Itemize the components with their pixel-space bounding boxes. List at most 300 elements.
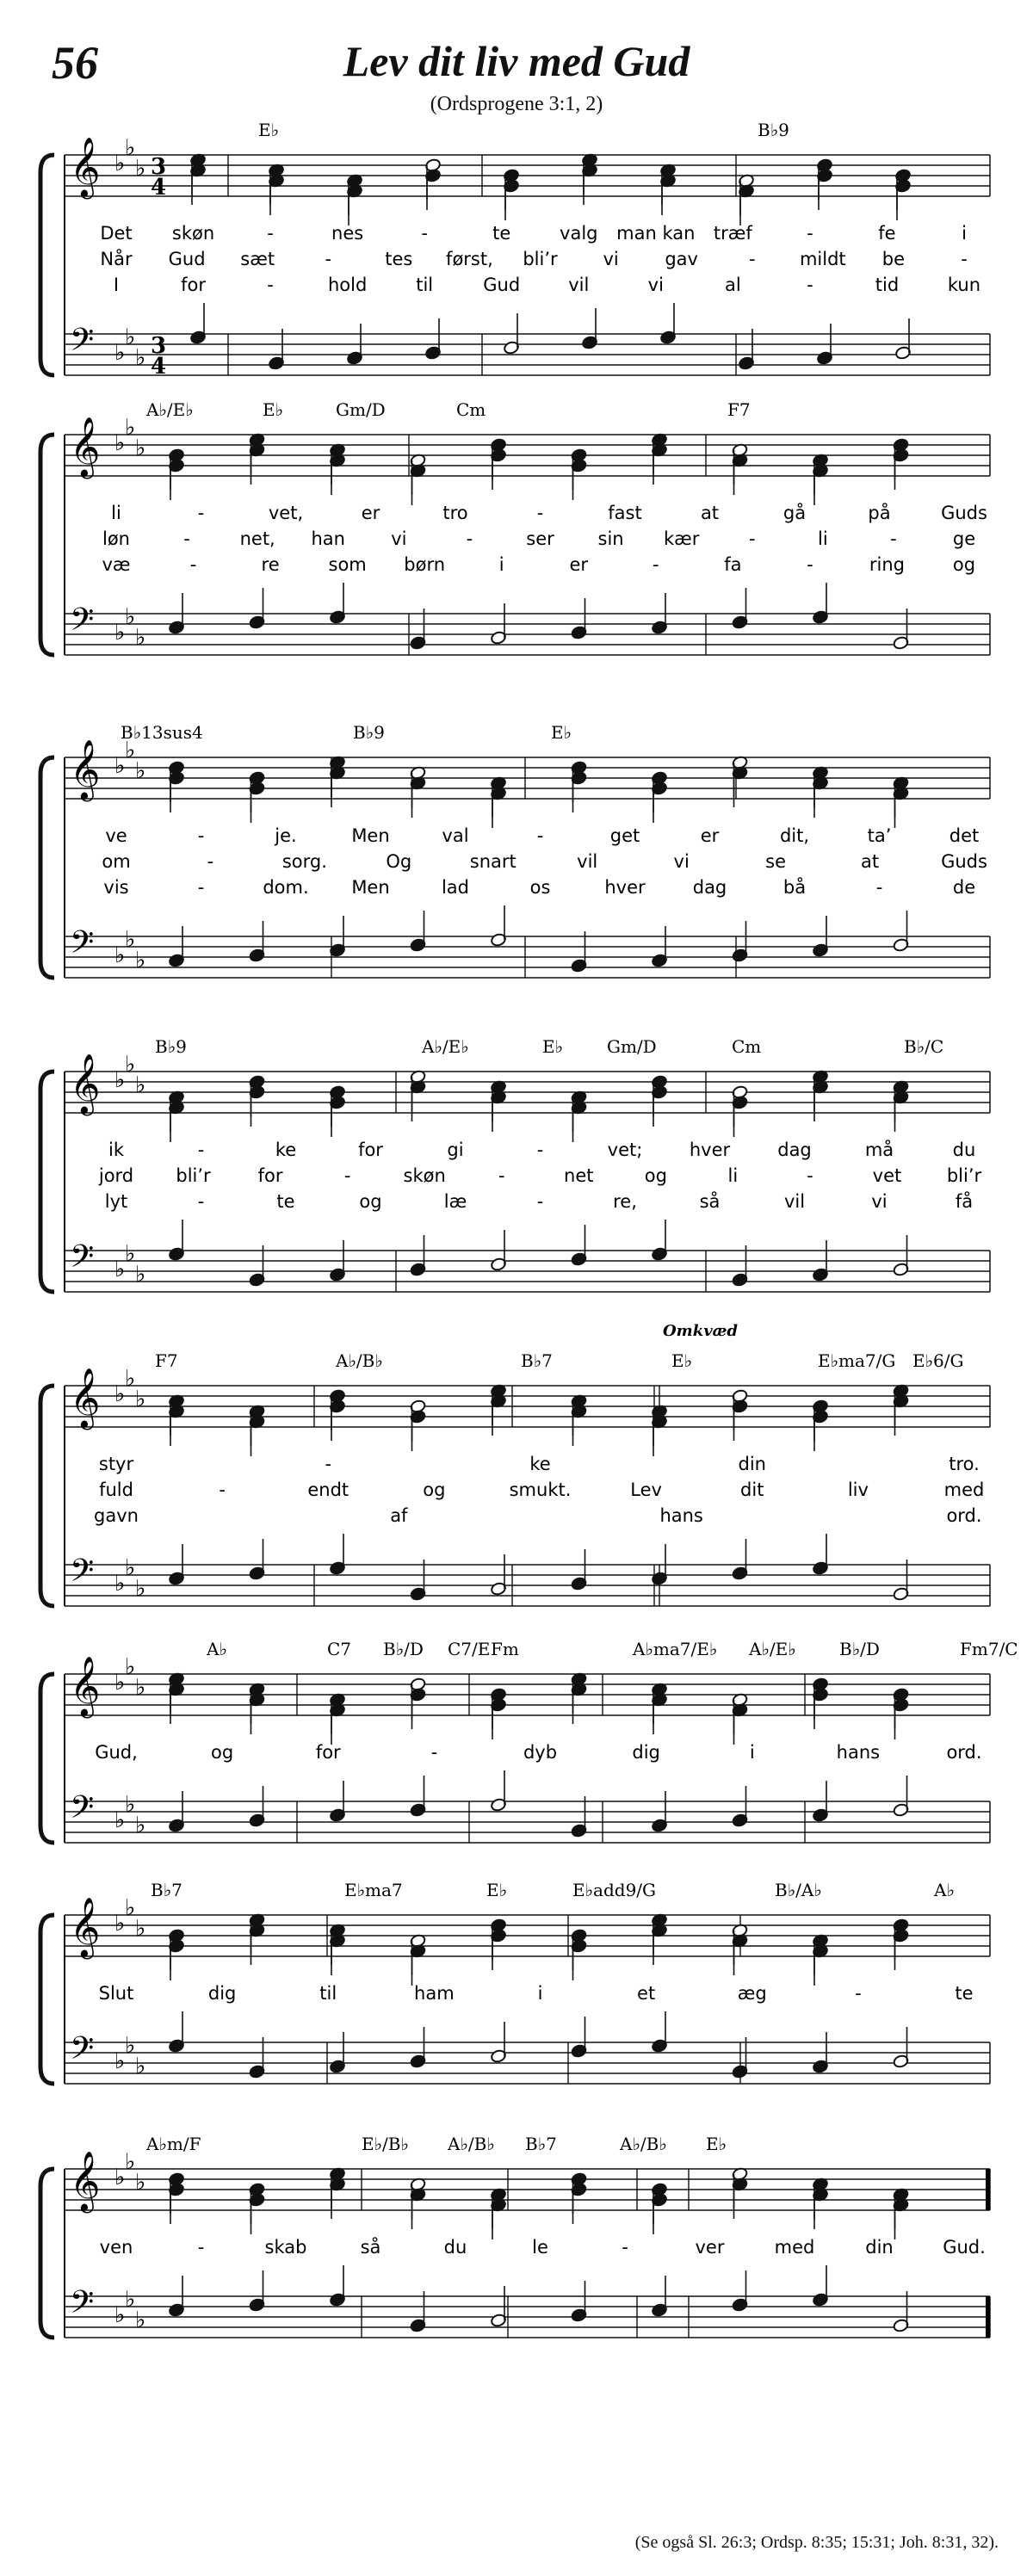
flat-icon: ♭: [135, 948, 146, 973]
music-system: [40, 1322, 990, 1606]
lyric-syllable: -: [466, 528, 473, 549]
lyric-syllable: vi: [391, 528, 407, 549]
flat-icon: ♭: [125, 2033, 136, 2059]
lyric-syllable: Gud: [168, 249, 206, 269]
flat-icon: ♭: [125, 415, 136, 441]
lyric-syllable: Gud.: [943, 2237, 986, 2258]
treble-clef-icon: 𝄞: [70, 1368, 101, 1428]
lyric-syllable: al: [725, 275, 741, 295]
system-bracket: [40, 1386, 54, 1606]
lyric-syllable: du: [952, 1140, 976, 1160]
lyric-syllable: kær: [663, 528, 700, 549]
lyric-syllable: ven: [99, 2237, 133, 2258]
flat-icon: ♭: [114, 2048, 126, 2074]
lyric-syllable: ke: [529, 1454, 551, 1474]
music-system: [40, 1880, 990, 2084]
lyric-syllable: Når: [100, 249, 133, 269]
flat-icon: ♭: [125, 1792, 136, 1818]
lyric-syllable: -: [855, 1983, 862, 2004]
footer-references: (Se også Sl. 26:3; Ordsp. 8:35; 15:31; Joh. 8:31, 32).: [634, 2533, 999, 2552]
lyric-syllable: hans: [659, 1505, 703, 1526]
flat-icon: ♭: [114, 1911, 126, 1937]
flat-icon: ♭: [114, 151, 126, 176]
bass-clef-icon: 𝄢: [70, 2030, 95, 2074]
music-system: [40, 722, 990, 978]
lyric-syllable: -: [183, 528, 190, 549]
lyric-syllable: tro.: [949, 1454, 980, 1474]
lyric-syllable: til: [416, 275, 434, 295]
lyric-syllable: det: [949, 825, 980, 846]
lyric-syllable: os: [529, 877, 551, 898]
treble-clef-icon: 𝄞: [70, 1897, 101, 1957]
lyric-syllable: for: [181, 275, 206, 295]
lyric-syllable: og: [423, 1480, 446, 1500]
lyric-syllable: og: [952, 554, 976, 575]
lyric-syllable: vi: [673, 851, 690, 872]
lyric-syllable: i: [537, 1983, 543, 2004]
lyric-syllable: dig: [207, 1983, 237, 2004]
flat-icon: ♭: [135, 2054, 146, 2079]
flat-icon: ♭: [125, 1555, 136, 1581]
lyric-syllable: om: [102, 851, 131, 872]
lyric-syllable: ser: [526, 528, 554, 549]
chord-symbol: Fm7/C: [960, 1639, 1018, 1659]
lyric-syllable: get: [609, 825, 640, 846]
flat-icon: ♭: [135, 436, 146, 461]
lyric-syllable: -: [536, 1191, 544, 1212]
flat-icon: ♭: [125, 2149, 136, 2175]
lyric-syllable: Guds: [941, 503, 987, 523]
hymn-reference: (Ordsprogene 3:1, 2): [430, 93, 603, 115]
final-bar-line: [986, 2169, 990, 2210]
lyric-syllable: be: [881, 249, 906, 269]
lyric-syllable: for: [315, 1742, 341, 1763]
system-bracket: [40, 2169, 54, 2338]
lyric-syllable: ord.: [946, 1505, 982, 1526]
lyric-syllable: Men: [351, 825, 390, 846]
lyric-syllable: -: [197, 877, 205, 898]
chord-symbol: E♭: [671, 1350, 693, 1371]
lyric-syllable: vil: [783, 1191, 806, 1212]
lyric-syllable: væ: [102, 554, 131, 575]
flat-icon: ♭: [135, 625, 146, 651]
lyric-syllable: je.: [275, 825, 297, 846]
lyric-syllable: man kan: [616, 223, 696, 244]
flat-icon: ♭: [114, 340, 126, 366]
lyric-syllable: jord: [98, 1165, 134, 1186]
flat-icon: ♭: [135, 1916, 146, 1942]
chord-symbol: E♭: [263, 399, 284, 420]
lyric-syllable: få: [955, 1191, 974, 1212]
flat-icon: ♭: [114, 1670, 126, 1696]
lyric-syllable: fast: [608, 503, 642, 523]
lyric-syllable: li: [817, 528, 828, 549]
lyric-syllable: sorg.: [281, 851, 327, 872]
lyric-syllable: -: [748, 249, 756, 269]
hymn-number: 56: [52, 37, 98, 89]
chord-symbol: Cm: [732, 1036, 762, 1057]
flat-icon: ♭: [125, 135, 136, 161]
lyric-syllable: te: [492, 223, 511, 244]
chord-symbol: B♭/D: [383, 1639, 424, 1659]
bass-clef-icon: 𝄢: [70, 2284, 95, 2328]
lyric-syllable: først,: [446, 249, 493, 269]
bass-clef-icon: 𝄢: [70, 924, 95, 968]
lyric-syllable: ke: [275, 1140, 297, 1160]
system-bracket: [40, 155, 54, 375]
music-system: [40, 399, 990, 655]
chord-symbol: B♭9: [353, 722, 385, 743]
flat-icon: ♭: [114, 1571, 126, 1597]
chord-symbol: B♭13sus4: [121, 722, 203, 743]
chord-symbol: A♭/B♭: [448, 2134, 495, 2154]
lyric-syllable: Men: [351, 877, 390, 898]
lyric-syllable: kun: [947, 275, 981, 295]
system-bracket: [40, 1674, 54, 1843]
lyric-syllable: li: [727, 1165, 739, 1186]
flat-icon: ♭: [135, 1576, 146, 1602]
chord-symbol: E♭: [258, 120, 280, 140]
bass-clef-icon: 𝄢: [70, 322, 95, 366]
lyric-syllable: -: [343, 1165, 351, 1186]
flat-icon: ♭: [135, 1262, 146, 1288]
treble-clef-icon: 𝄞: [70, 1053, 101, 1114]
section-label: Omkvæd: [663, 1322, 739, 1340]
lyric-syllable: skøn: [403, 1165, 446, 1186]
lyric-syllable: styr: [98, 1454, 134, 1474]
lyric-syllable: hold: [327, 275, 368, 295]
lyric-syllable: hver: [604, 877, 646, 898]
lyric-syllable: -: [807, 275, 813, 295]
lyric-syllable: li: [111, 503, 121, 523]
lyric-syllable: til: [319, 1983, 337, 2004]
lyric-syllable: -: [430, 1742, 438, 1763]
lyric-syllable: bli’r: [176, 1165, 211, 1186]
flat-icon: ♭: [114, 2165, 126, 2190]
lyric-syllable: liv: [847, 1480, 869, 1500]
bass-clef-icon: 𝄢: [70, 602, 95, 646]
flat-icon: ♭: [135, 156, 146, 182]
lyric-syllable: -: [197, 2237, 205, 2258]
flat-icon: ♭: [125, 1366, 136, 1392]
lyric-syllable: valg: [560, 223, 598, 244]
flat-icon: ♭: [125, 1052, 136, 1078]
lyric-syllable: du: [443, 2237, 467, 2258]
lyric-syllable: mildt: [799, 249, 846, 269]
treble-clef-icon: 𝄞: [70, 2151, 101, 2211]
lyric-syllable: må: [864, 1140, 894, 1160]
chord-symbol: Gm/D: [607, 1036, 657, 1057]
flat-icon: ♭: [135, 2170, 146, 2196]
lyric-syllable: -: [207, 851, 214, 872]
lyric-syllable: ring: [869, 554, 906, 575]
lyric-syllable: -: [875, 877, 883, 898]
treble-clef-icon: 𝄞: [70, 739, 101, 800]
lyric-syllable: løn: [102, 528, 130, 549]
hymn-title: Lev dit liv med Gud: [343, 37, 690, 85]
chord-symbol: A♭: [207, 1639, 227, 1659]
chord-symbol: A♭/B♭: [336, 1350, 383, 1371]
lyric-syllable: for: [358, 1140, 383, 1160]
chord-symbol: A♭m/F: [146, 2134, 201, 2154]
time-signature-top: 3: [151, 154, 167, 180]
lyric-syllable: dig: [632, 1742, 660, 1763]
music-system: [40, 120, 990, 380]
lyric-syllable: vis: [103, 877, 129, 898]
time-signature-top: 3: [151, 333, 167, 359]
lyric-syllable: børn: [404, 554, 446, 575]
flat-icon: ♭: [135, 2307, 146, 2333]
lyric-syllable: -: [197, 503, 205, 523]
lyric-syllable: skab: [264, 2237, 307, 2258]
flat-icon: ♭: [125, 927, 136, 953]
chord-symbol: E♭6/G: [912, 1350, 964, 1371]
lyric-syllable: lyt: [104, 1191, 128, 1212]
chord-symbol: F7: [727, 399, 751, 420]
system-bracket: [40, 757, 54, 978]
treble-clef-icon: 𝄞: [70, 417, 101, 477]
lyric-syllable: -: [536, 503, 544, 523]
lyric-syllable: bå: [782, 877, 807, 898]
treble-clef-icon: 𝄞: [70, 1656, 101, 1716]
lyric-syllable: dag: [692, 877, 727, 898]
chord-symbol: B♭9: [155, 1036, 187, 1057]
flat-icon: ♭: [114, 942, 126, 968]
lyric-syllable: at: [861, 851, 880, 872]
flat-icon: ♭: [114, 430, 126, 456]
lyric-syllable: -: [807, 223, 813, 244]
lyric-syllable: på: [868, 503, 891, 523]
lyric-syllable: re,: [613, 1191, 637, 1212]
lyric-syllable: hans: [836, 1742, 881, 1763]
chord-symbol: E♭: [551, 722, 572, 743]
chord-symbol: E♭: [706, 2134, 727, 2154]
lyric-syllable: sin: [597, 528, 624, 549]
music-system: [40, 1036, 990, 1292]
lyric-syllable: vil: [568, 275, 590, 295]
flat-icon: ♭: [125, 324, 136, 350]
flat-icon: ♭: [125, 1241, 136, 1267]
lyric-syllable: så: [360, 2237, 381, 2258]
lyric-syllable: som: [328, 554, 367, 575]
chord-symbol: F7: [155, 1350, 178, 1371]
flat-icon: ♭: [125, 2287, 136, 2313]
bass-clef-icon: 𝄢: [70, 1789, 95, 1833]
chord-symbol: A♭/E♭: [146, 399, 194, 420]
lyric-syllable: Det: [100, 223, 133, 244]
lyric-syllable: ve: [105, 825, 127, 846]
flat-icon: ♭: [125, 604, 136, 630]
chord-symbol: E♭ma7: [344, 1880, 403, 1900]
lyric-syllable: endt: [307, 1480, 349, 1500]
lyric-syllable: dag: [777, 1140, 812, 1160]
lyric-syllable: Lev: [630, 1480, 662, 1500]
lyric-syllable: val: [442, 825, 469, 846]
lyric-syllable: -: [325, 1454, 332, 1474]
lyric-syllable: tid: [875, 275, 900, 295]
lyric-syllable: dom.: [263, 877, 309, 898]
lyric-syllable: lad: [441, 877, 470, 898]
lyric-syllable: -: [807, 554, 813, 575]
lyric-syllable: re: [261, 554, 280, 575]
chord-symbol: B♭7: [151, 1880, 182, 1900]
lyric-syllable: gi: [447, 1140, 464, 1160]
lyric-syllable: vet: [872, 1165, 902, 1186]
lyric-syllable: ham: [414, 1983, 455, 2004]
lyric-syllable: ord.: [946, 1742, 982, 1763]
lyric-syllable: at: [700, 503, 720, 523]
chord-symbol: B♭/C: [904, 1036, 944, 1057]
chord-symbol: E♭ma7/G: [818, 1350, 896, 1371]
lyric-syllable: et: [637, 1983, 656, 2004]
lyric-syllable: vi: [871, 1191, 888, 1212]
lyric-syllable: er: [361, 503, 380, 523]
lyric-syllable: Slut: [98, 1983, 134, 2004]
lyric-syllable: fe: [878, 223, 896, 244]
lyric-syllable: og: [359, 1191, 382, 1212]
lyric-syllable: og: [211, 1742, 234, 1763]
chord-symbol: A♭/B♭: [620, 2134, 667, 2154]
lyric-syllable: ge: [952, 528, 976, 549]
final-bar-line: [986, 2296, 990, 2338]
lyric-syllable: fa: [724, 554, 742, 575]
lyric-syllable: er: [700, 825, 720, 846]
flat-icon: ♭: [135, 1072, 146, 1098]
lyric-syllable: te: [276, 1191, 295, 1212]
lyric-syllable: læ: [443, 1191, 467, 1212]
lyric-syllable: dyb: [523, 1742, 558, 1763]
chord-symbol: Fm: [491, 1639, 519, 1659]
treble-clef-icon: 𝄞: [70, 137, 101, 197]
lyric-syllable: ta’: [867, 825, 892, 846]
lyric-syllable: med: [943, 1480, 985, 1500]
chord-symbol: Gm/D: [336, 399, 386, 420]
chord-symbol: C7/E: [448, 1639, 491, 1659]
lyric-syllable: tro: [442, 503, 468, 523]
lyric-syllable: af: [390, 1505, 408, 1526]
lyric-syllable: Gud,: [95, 1742, 138, 1763]
system-bracket: [40, 1915, 54, 2084]
lyric-syllable: vi: [647, 275, 664, 295]
chord-symbol: A♭: [934, 1880, 955, 1900]
lyric-syllable: -: [653, 554, 659, 575]
lyric-syllable: gå: [782, 503, 807, 523]
lyric-syllable: i: [749, 1742, 755, 1763]
lyric-syllable: I: [113, 275, 120, 295]
lyric-syllable: fuld: [99, 1480, 133, 1500]
chord-symbol: B♭7: [521, 1350, 553, 1371]
lyric-syllable: le: [532, 2237, 548, 2258]
system-bracket: [40, 1072, 54, 1292]
lyric-syllable: æg: [737, 1983, 767, 2004]
music-system: [40, 2134, 990, 2338]
chord-symbol: E♭: [486, 1880, 508, 1900]
lyric-syllable: -: [536, 1140, 544, 1160]
lyric-syllable: vet;: [607, 1140, 643, 1160]
flat-icon: ♭: [114, 1381, 126, 1407]
lyric-syllable: -: [197, 1140, 205, 1160]
chord-symbol: E♭/B♭: [362, 2134, 409, 2154]
lyric-syllable: med: [774, 2237, 815, 2258]
lyric-syllable: er: [569, 554, 589, 575]
chord-symbol: A♭ma7/E♭: [633, 1639, 718, 1659]
flat-icon: ♭: [114, 753, 126, 779]
lyric-syllable: nes: [331, 223, 364, 244]
lyric-syllable: -: [748, 528, 756, 549]
music-system: [40, 1639, 1018, 1843]
lyric-syllable: de: [952, 877, 976, 898]
lyric-syllable: -: [498, 1165, 505, 1186]
time-signature-bottom: 4: [151, 354, 167, 380]
lyric-syllable: tes: [385, 249, 413, 269]
lyric-syllable: ik: [108, 1140, 124, 1160]
lyric-syllable: -: [536, 825, 544, 846]
lyric-syllable: sæt: [240, 249, 275, 269]
lyric-syllable: net,: [239, 528, 275, 549]
lyric-syllable: net: [564, 1165, 594, 1186]
lyric-syllable: skøn: [171, 223, 215, 244]
flat-icon: ♭: [135, 1387, 146, 1412]
lyric-syllable: Og: [386, 851, 412, 872]
chord-symbol: A♭/E♭: [422, 1036, 469, 1057]
lyric-syllable: dit: [740, 1480, 764, 1500]
chord-symbol: B♭9: [758, 120, 789, 140]
chord-symbol: B♭/A♭: [775, 1880, 822, 1900]
flat-icon: ♭: [114, 1807, 126, 1833]
lyric-syllable: din: [738, 1454, 766, 1474]
chord-symbol: E♭: [542, 1036, 564, 1057]
lyric-syllable: gav: [665, 249, 698, 269]
chord-symbol: C7: [327, 1639, 352, 1659]
lyric-syllable: træf: [713, 223, 752, 244]
lyric-syllable: vil: [577, 851, 598, 872]
lyric-syllable: for: [257, 1165, 283, 1186]
lyric-syllable: dit,: [779, 825, 810, 846]
chord-symbol: B♭7: [525, 2134, 557, 2154]
lyric-syllable: smukt.: [509, 1480, 572, 1500]
lyric-syllable: -: [807, 1165, 813, 1186]
chord-symbol: Cm: [456, 399, 486, 420]
lyric-syllable: se: [765, 851, 787, 872]
lyric-syllable: i: [962, 223, 967, 244]
bass-clef-icon: 𝄢: [70, 1553, 95, 1597]
lyric-syllable: hver: [689, 1140, 731, 1160]
chord-symbol: B♭/D: [839, 1639, 880, 1659]
flat-icon: ♭: [125, 1895, 136, 1921]
lyric-syllable: -: [325, 249, 332, 269]
lyric-syllable: te: [955, 1983, 974, 2004]
lyric-syllable: bli’r: [523, 249, 558, 269]
lyric-syllable: din: [865, 2237, 894, 2258]
lyric-syllable: -: [622, 2237, 628, 2258]
lyric-syllable: -: [267, 223, 274, 244]
time-signature-bottom: 4: [151, 175, 167, 201]
lyric-syllable: gavn: [94, 1505, 139, 1526]
chord-symbol: E♭add9/G: [572, 1880, 657, 1900]
lyric-syllable: -: [189, 554, 197, 575]
lyric-syllable: Guds: [941, 851, 987, 872]
lyric-syllable: -: [219, 1480, 226, 1500]
lyric-syllable: -: [890, 528, 897, 549]
system-bracket: [40, 435, 54, 655]
lyric-syllable: så: [699, 1191, 721, 1212]
lyric-syllable: han: [311, 528, 345, 549]
flat-icon: ♭: [114, 620, 126, 646]
lyric-syllable: -: [197, 825, 205, 846]
chord-symbol: A♭/E♭: [749, 1639, 796, 1659]
lyric-syllable: bli’r: [946, 1165, 982, 1186]
flat-icon: ♭: [114, 1257, 126, 1282]
